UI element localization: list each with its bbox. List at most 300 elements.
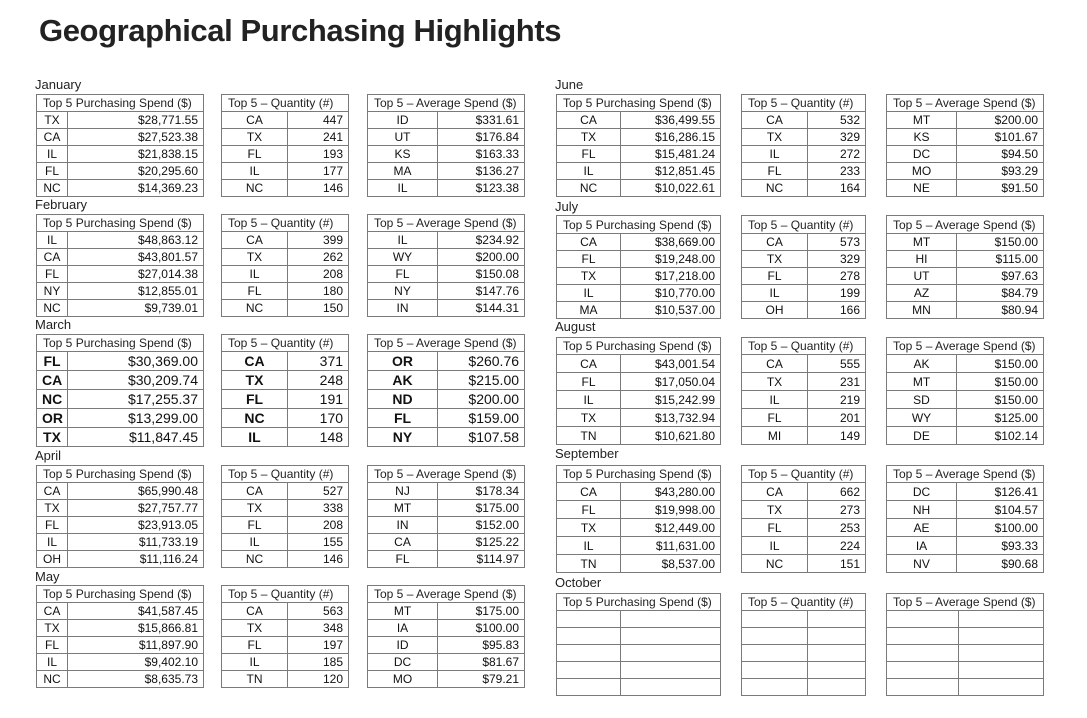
month-label: January xyxy=(35,77,82,92)
table-row xyxy=(742,234,866,251)
amount-value: $27,014.38 xyxy=(68,266,204,283)
amount-value xyxy=(621,645,721,662)
state-code: MT xyxy=(368,500,438,517)
state-code: TX xyxy=(742,373,808,391)
state-code: TX xyxy=(37,112,68,129)
spend-table xyxy=(36,334,204,447)
quantity-value: 329 xyxy=(808,251,866,268)
state-code: FL xyxy=(222,283,288,300)
table-row xyxy=(742,112,866,129)
amount-value: $48,863.12 xyxy=(68,232,204,249)
table-row xyxy=(557,483,721,501)
state-code: MN xyxy=(887,302,957,319)
state-code: IL xyxy=(368,180,438,197)
quantity-value: 527 xyxy=(288,483,349,500)
quantity-value: 371 xyxy=(288,352,349,371)
avg-table xyxy=(886,215,1044,319)
table-row xyxy=(222,129,349,146)
table-row xyxy=(222,671,349,688)
spend-table xyxy=(36,465,204,568)
table-row xyxy=(222,146,349,163)
state-code: TX xyxy=(37,620,68,637)
table-row xyxy=(368,283,525,300)
table-row xyxy=(37,266,204,283)
state-code: FL xyxy=(742,519,808,537)
table-row xyxy=(557,611,721,628)
amount-value: $27,757.77 xyxy=(68,500,204,517)
amount-value: $107.58 xyxy=(438,428,525,447)
quantity-value: 177 xyxy=(288,163,349,180)
amount-value: $19,248.00 xyxy=(621,251,721,268)
table-row xyxy=(37,390,204,409)
amount-value xyxy=(959,662,1044,679)
amount-value: $150.00 xyxy=(957,355,1044,373)
amount-value: $12,449.00 xyxy=(621,519,721,537)
state-code: IL xyxy=(557,391,621,409)
amount-value: $136.27 xyxy=(438,163,525,180)
table-row xyxy=(887,163,1044,180)
table-row xyxy=(557,537,721,555)
state-code: IN xyxy=(368,517,438,534)
state-code: NC xyxy=(37,180,68,197)
state-code: CA xyxy=(742,355,808,373)
table-row xyxy=(742,146,866,163)
avg-header: Top 5 – Average Spend ($) xyxy=(368,95,525,112)
state-code: DC xyxy=(368,654,438,671)
amount-value: $200.00 xyxy=(438,390,525,409)
spend-header: Top 5 Purchasing Spend ($) xyxy=(37,335,204,352)
state-code: TX xyxy=(742,501,808,519)
state-code: IL xyxy=(368,232,438,249)
state-code: FL xyxy=(37,637,68,654)
amount-value: $23,913.05 xyxy=(68,517,204,534)
quantity-value: 199 xyxy=(808,285,866,302)
amount-value: $150.08 xyxy=(438,266,525,283)
avg-header: Top 5 – Average Spend ($) xyxy=(368,466,525,483)
state-code xyxy=(887,645,959,662)
avg-table xyxy=(886,94,1044,197)
table-row xyxy=(37,352,204,371)
state-code: CA xyxy=(222,232,288,249)
state-code xyxy=(887,628,959,645)
quantity-value: 329 xyxy=(808,129,866,146)
amount-value: $125.22 xyxy=(438,534,525,551)
amount-value xyxy=(959,679,1044,696)
amount-value: $175.00 xyxy=(438,603,525,620)
qty-header: Top 5 – Quantity (#) xyxy=(742,95,866,112)
state-code: WY xyxy=(887,409,957,427)
amount-value xyxy=(621,611,721,628)
spend-table xyxy=(556,94,721,197)
amount-value: $150.00 xyxy=(957,373,1044,391)
state-code: FL xyxy=(557,146,621,163)
table-row xyxy=(37,112,204,129)
state-code: DE xyxy=(887,427,957,445)
table-row xyxy=(887,427,1044,445)
avg-table xyxy=(367,465,525,568)
table-row xyxy=(557,628,721,645)
quantity-value: 151 xyxy=(808,555,866,573)
table-row xyxy=(222,300,349,317)
table-row xyxy=(37,551,204,568)
state-code: TX xyxy=(557,129,621,146)
table-row xyxy=(742,409,866,427)
state-code: UT xyxy=(368,129,438,146)
table-row xyxy=(37,232,204,249)
state-code: NC xyxy=(742,180,808,197)
table-row xyxy=(37,671,204,688)
qty-table xyxy=(741,215,866,319)
amount-value: $175.00 xyxy=(438,500,525,517)
table-row xyxy=(368,500,525,517)
table-row xyxy=(222,603,349,620)
state-code: FL xyxy=(742,409,808,427)
state-code xyxy=(887,611,959,628)
quantity-value: 185 xyxy=(288,654,349,671)
amount-value: $10,022.61 xyxy=(621,180,721,197)
spend-header: Top 5 Purchasing Spend ($) xyxy=(37,586,204,603)
table-row xyxy=(222,551,349,568)
amount-value: $36,499.55 xyxy=(621,112,721,129)
amount-value: $20,295.60 xyxy=(68,163,204,180)
amount-value: $126.41 xyxy=(957,483,1044,501)
state-code xyxy=(557,628,621,645)
quantity-value: 197 xyxy=(288,637,349,654)
table-row xyxy=(742,373,866,391)
state-code: IA xyxy=(368,620,438,637)
table-row xyxy=(368,232,525,249)
state-code: MT xyxy=(368,603,438,620)
state-code: CA xyxy=(222,112,288,129)
state-code: IL xyxy=(557,285,621,302)
qty-table xyxy=(221,465,349,568)
table-row xyxy=(557,555,721,573)
state-code: CA xyxy=(222,352,288,371)
amount-value: $93.33 xyxy=(957,537,1044,555)
amount-value: $13,732.94 xyxy=(621,409,721,427)
amount-value: $125.00 xyxy=(957,409,1044,427)
quantity-value: 150 xyxy=(288,300,349,317)
table-row xyxy=(887,234,1044,251)
table-row xyxy=(557,112,721,129)
table-row xyxy=(368,112,525,129)
table-row xyxy=(887,302,1044,319)
amount-value: $43,801.57 xyxy=(68,249,204,266)
table-row xyxy=(887,628,1044,645)
state-code: AZ xyxy=(887,285,957,302)
state-code: NC xyxy=(37,671,68,688)
month-label: February xyxy=(35,197,88,212)
table-row xyxy=(368,352,525,371)
table-row xyxy=(742,679,866,696)
table-row xyxy=(887,611,1044,628)
quantity-value xyxy=(808,645,866,662)
table-row xyxy=(368,671,525,688)
table-row xyxy=(557,645,721,662)
state-code: TX xyxy=(37,500,68,517)
state-code: TX xyxy=(222,500,288,517)
avg-header: Top 5 – Average Spend ($) xyxy=(887,338,1044,355)
state-code: NY xyxy=(368,283,438,300)
table-row xyxy=(222,283,349,300)
avg-header: Top 5 – Average Spend ($) xyxy=(368,215,525,232)
table-row xyxy=(368,249,525,266)
table-row xyxy=(742,519,866,537)
state-code: NC xyxy=(222,409,288,428)
table-row xyxy=(557,679,721,696)
table-row xyxy=(368,300,525,317)
state-code: CA xyxy=(37,129,68,146)
amount-value: $30,209.74 xyxy=(68,371,204,390)
state-code: MA xyxy=(557,302,621,319)
table-row xyxy=(557,234,721,251)
table-row xyxy=(742,501,866,519)
spend-table xyxy=(556,593,721,696)
state-code: NJ xyxy=(368,483,438,500)
state-code: TX xyxy=(222,129,288,146)
state-code: DC xyxy=(887,146,957,163)
amount-value xyxy=(621,679,721,696)
table-row xyxy=(37,534,204,551)
table-row xyxy=(37,500,204,517)
amount-value: $100.00 xyxy=(957,519,1044,537)
page-title: Geographical Purchasing Highlights xyxy=(39,13,562,48)
state-code xyxy=(557,662,621,679)
quantity-value: 170 xyxy=(288,409,349,428)
spend-header: Top 5 Purchasing Spend ($) xyxy=(557,338,721,355)
quantity-value: 573 xyxy=(808,234,866,251)
state-code: IL xyxy=(222,428,288,447)
state-code: TX xyxy=(222,620,288,637)
table-row xyxy=(368,654,525,671)
table-row xyxy=(887,391,1044,409)
qty-header: Top 5 – Quantity (#) xyxy=(222,215,349,232)
amount-value: $200.00 xyxy=(957,112,1044,129)
state-code: OR xyxy=(368,352,438,371)
table-row xyxy=(742,355,866,373)
table-row xyxy=(742,285,866,302)
state-code: CA xyxy=(37,249,68,266)
table-row xyxy=(222,500,349,517)
amount-value: $215.00 xyxy=(438,371,525,390)
amount-value: $15,481.24 xyxy=(621,146,721,163)
amount-value: $11,631.00 xyxy=(621,537,721,555)
qty-table xyxy=(221,94,349,197)
state-code xyxy=(742,611,808,628)
amount-value: $43,280.00 xyxy=(621,483,721,501)
spend-table xyxy=(556,215,721,319)
state-code: TN xyxy=(557,555,621,573)
state-code: OH xyxy=(37,551,68,568)
table-row xyxy=(222,352,349,371)
amount-value: $331.61 xyxy=(438,112,525,129)
table-row xyxy=(222,390,349,409)
amount-value: $163.33 xyxy=(438,146,525,163)
table-row xyxy=(222,371,349,390)
state-code: MI xyxy=(742,427,808,445)
table-row xyxy=(742,611,866,628)
table-row xyxy=(557,519,721,537)
state-code: IL xyxy=(742,146,808,163)
table-row xyxy=(887,483,1044,501)
state-code: WY xyxy=(368,249,438,266)
amount-value: $100.00 xyxy=(438,620,525,637)
quantity-value: 233 xyxy=(808,163,866,180)
amount-value: $12,855.01 xyxy=(68,283,204,300)
state-code: NC xyxy=(557,180,621,197)
amount-value: $123.38 xyxy=(438,180,525,197)
state-code: NH xyxy=(887,501,957,519)
quantity-value: 146 xyxy=(288,551,349,568)
state-code: MT xyxy=(887,112,957,129)
quantity-value: 219 xyxy=(808,391,866,409)
state-code: KS xyxy=(887,129,957,146)
table-row xyxy=(222,654,349,671)
quantity-value: 191 xyxy=(288,390,349,409)
quantity-value: 164 xyxy=(808,180,866,197)
state-code: NY xyxy=(37,283,68,300)
table-row xyxy=(368,163,525,180)
state-code: MT xyxy=(887,234,957,251)
state-code: IL xyxy=(222,654,288,671)
avg-table xyxy=(886,593,1044,696)
state-code: IL xyxy=(37,534,68,551)
qty-table xyxy=(741,593,866,696)
quantity-value: 241 xyxy=(288,129,349,146)
qty-header: Top 5 – Quantity (#) xyxy=(222,586,349,603)
table-row xyxy=(742,268,866,285)
amount-value: $101.67 xyxy=(957,129,1044,146)
table-row xyxy=(37,146,204,163)
quantity-value: 208 xyxy=(288,266,349,283)
quantity-value: 148 xyxy=(288,428,349,447)
amount-value: $176.84 xyxy=(438,129,525,146)
amount-value: $150.00 xyxy=(957,234,1044,251)
quantity-value: 146 xyxy=(288,180,349,197)
amount-value: $16,286.15 xyxy=(621,129,721,146)
state-code: FL xyxy=(368,266,438,283)
table-row xyxy=(222,266,349,283)
state-code: FL xyxy=(37,517,68,534)
table-row xyxy=(742,163,866,180)
amount-value xyxy=(621,662,721,679)
qty-table xyxy=(221,334,349,447)
table-row xyxy=(222,249,349,266)
quantity-value: 338 xyxy=(288,500,349,517)
table-row xyxy=(222,620,349,637)
state-code: FL xyxy=(222,517,288,534)
avg-table xyxy=(886,337,1044,445)
amount-value: $147.76 xyxy=(438,283,525,300)
table-row xyxy=(557,285,721,302)
table-row xyxy=(368,483,525,500)
table-row xyxy=(222,428,349,447)
state-code: NC xyxy=(37,300,68,317)
state-code: SD xyxy=(887,391,957,409)
state-code: FL xyxy=(742,163,808,180)
table-row xyxy=(37,163,204,180)
avg-table xyxy=(367,334,525,447)
state-code xyxy=(887,662,959,679)
table-row xyxy=(222,180,349,197)
state-code: AK xyxy=(368,371,438,390)
table-row xyxy=(887,662,1044,679)
amount-value: $11,847.45 xyxy=(68,428,204,447)
table-row xyxy=(557,146,721,163)
state-code: IL xyxy=(557,163,621,180)
quantity-value: 149 xyxy=(808,427,866,445)
state-code xyxy=(887,679,959,696)
state-code: CA xyxy=(222,603,288,620)
table-row xyxy=(742,628,866,645)
state-code: TX xyxy=(222,371,288,390)
amount-value: $17,218.00 xyxy=(621,268,721,285)
quantity-value xyxy=(808,662,866,679)
state-code xyxy=(742,628,808,645)
table-row xyxy=(37,637,204,654)
table-row xyxy=(887,537,1044,555)
spend-table xyxy=(556,465,721,573)
state-code: IA xyxy=(887,537,957,555)
table-row xyxy=(887,268,1044,285)
amount-value: $200.00 xyxy=(438,249,525,266)
table-row xyxy=(742,129,866,146)
amount-value: $41,587.45 xyxy=(68,603,204,620)
state-code: CA xyxy=(742,483,808,501)
amount-value: $102.14 xyxy=(957,427,1044,445)
qty-header: Top 5 – Quantity (#) xyxy=(742,594,866,611)
table-row xyxy=(887,251,1044,268)
amount-value: $104.57 xyxy=(957,501,1044,519)
table-row xyxy=(887,355,1044,373)
quantity-value: 348 xyxy=(288,620,349,637)
table-row xyxy=(887,285,1044,302)
state-code: FL xyxy=(368,551,438,568)
amount-value: $97.63 xyxy=(957,268,1044,285)
table-row xyxy=(557,180,721,197)
quantity-value xyxy=(808,611,866,628)
state-code: TX xyxy=(742,129,808,146)
amount-value: $144.31 xyxy=(438,300,525,317)
table-row xyxy=(37,409,204,428)
table-row xyxy=(887,501,1044,519)
table-row xyxy=(887,409,1044,427)
table-row xyxy=(37,603,204,620)
quantity-value: 201 xyxy=(808,409,866,427)
amount-value: $93.29 xyxy=(957,163,1044,180)
spend-header: Top 5 Purchasing Spend ($) xyxy=(37,95,204,112)
state-code xyxy=(557,645,621,662)
quantity-value: 399 xyxy=(288,232,349,249)
table-row xyxy=(222,112,349,129)
amount-value: $115.00 xyxy=(957,251,1044,268)
state-code: IL xyxy=(742,391,808,409)
table-row xyxy=(557,373,721,391)
state-code: FL xyxy=(222,390,288,409)
table-row xyxy=(557,302,721,319)
state-code: OH xyxy=(742,302,808,319)
amount-value xyxy=(621,628,721,645)
quantity-value: 563 xyxy=(288,603,349,620)
state-code: IL xyxy=(222,163,288,180)
table-row xyxy=(37,249,204,266)
spend-header: Top 5 Purchasing Spend ($) xyxy=(557,466,721,483)
avg-table xyxy=(367,94,525,197)
state-code: NE xyxy=(887,180,957,197)
state-code: DC xyxy=(887,483,957,501)
state-code: ND xyxy=(368,390,438,409)
avg-header: Top 5 – Average Spend ($) xyxy=(368,335,525,352)
